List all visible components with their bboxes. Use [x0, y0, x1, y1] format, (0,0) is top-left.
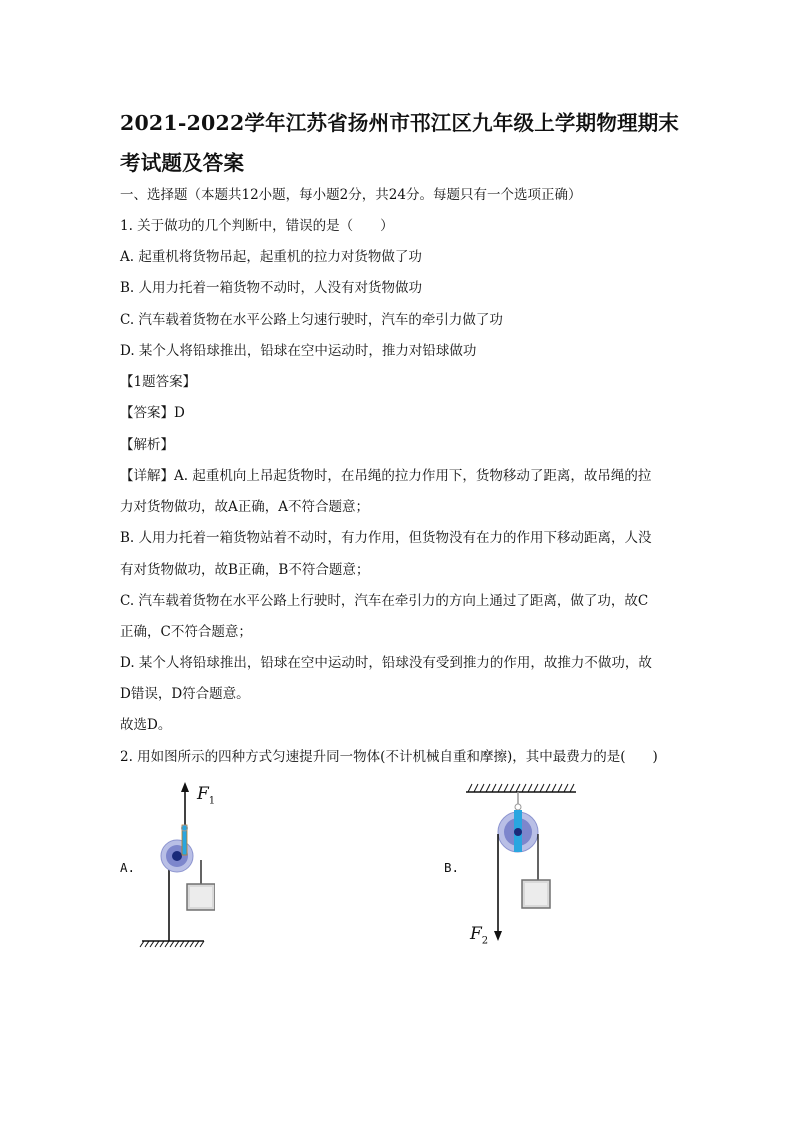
load-box-highlight — [525, 883, 547, 905]
analysis-line: C. 汽车载着货物在水平公路上行驶时，汽车在牵引力的方向上通过了距离，做了功，故C — [120, 593, 649, 609]
answer-value: 【答案】D — [120, 405, 185, 421]
force-f1-symbol: F — [197, 784, 209, 804]
pulley-hub — [172, 851, 182, 861]
ceiling-hatch — [468, 784, 574, 792]
section-heading: 一、选择题（本题共12小题，每小题2分，共24分。每题只有一个选项正确） — [120, 187, 582, 203]
force-f1-subscript: 1 — [208, 795, 216, 807]
analysis-line: 【详解】A. 起重机向上吊起货物时，在吊绳的拉力作用下，货物移动了距离，故吊绳的拉 — [120, 468, 652, 484]
question-1-option-a: A. 起重机将货物吊起，起重机的拉力对货物做了功 — [120, 249, 422, 265]
question-1-option-c: C. 汽车载着货物在水平公路上匀速行驶时，汽车的牵引力做了功 — [120, 312, 503, 328]
force-f2-subscript: 2 — [481, 935, 489, 947]
question-1-stem: 1. 关于做功的几个判断中，错误的是（ ） — [120, 218, 394, 234]
question-1-option-d: D. 某个人将铅球推出，铅球在空中运动时，推力对铅球做功 — [120, 343, 477, 359]
arrow-down-icon — [494, 931, 502, 941]
question-2-stem: 2. 用如图所示的四种方式匀速提升同一物体(不计机械自重和摩擦)，其中最费力的是( ) — [120, 749, 658, 765]
answer-tag: 【1题答案】 — [120, 374, 197, 390]
analysis-line: 故选D。 — [120, 717, 172, 733]
pulley-axle-bar — [182, 825, 187, 855]
load-box-highlight — [190, 887, 212, 907]
force-f2-label — [470, 924, 488, 946]
force-f1-label — [197, 784, 215, 806]
analysis-line: 力对货物做功，故A正确，A不符合题意； — [120, 499, 369, 515]
pulley-hub — [514, 828, 522, 836]
document-title-line-1: 2021-2022学年江苏省扬州市邗江区九年级上学期物理期末 — [120, 111, 680, 135]
arrow-up-icon — [181, 782, 189, 792]
analysis-line: 有对货物做功，故B正确，B不符合题意； — [120, 562, 370, 578]
force-f2-symbol: F — [470, 924, 482, 944]
ground-hatch — [140, 941, 204, 947]
figure-a-label: A. — [120, 860, 136, 875]
figure-b-label: B. — [444, 860, 460, 875]
analysis-line: B. 人用力托着一箱货物站着不动时，有力作用，但货物没有在力的作用下移动距离，人没 — [120, 530, 652, 546]
question-1-option-b: B. 人用力托着一箱货物不动时，人没有对货物做功 — [120, 280, 423, 296]
analysis-line: D错误，D符合题意。 — [120, 686, 250, 702]
hook-ring — [515, 804, 521, 810]
analysis-tag: 【解析】 — [120, 437, 174, 453]
document-title-line-2: 考试题及答案 — [120, 151, 245, 175]
analysis-line: D. 某个人将铅球推出，铅球在空中运动时，铅球没有受到推力的作用，故推力不做功，故 — [120, 655, 652, 671]
analysis-line: 正确，C不符合题意； — [120, 624, 252, 640]
